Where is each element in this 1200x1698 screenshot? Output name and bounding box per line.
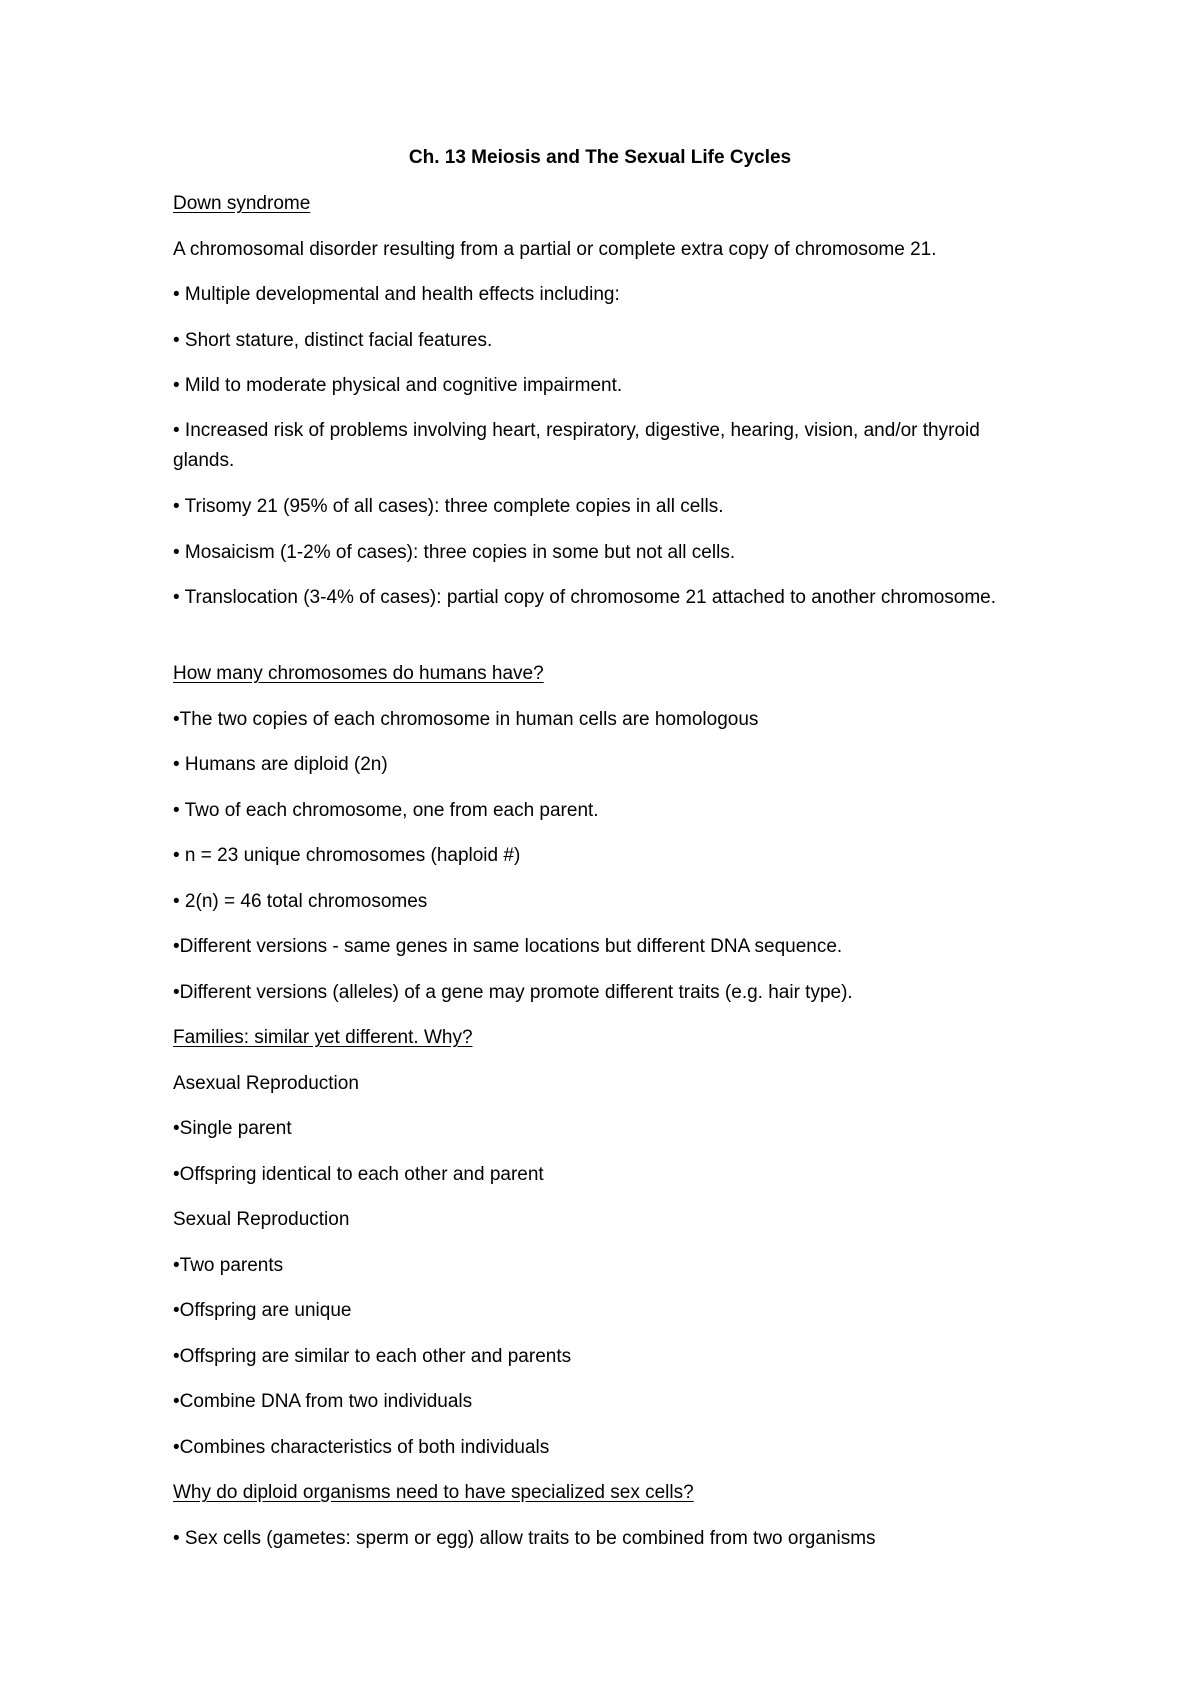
bullet-item: • Translocation (3-4% of cases): partial copy of chromosome 21 attached to another chromosome. [173,587,997,608]
bullet-item: • Multiple developmental and health effects including: [173,284,620,305]
bullet-item: •Different versions (alleles) of a gene may promote different traits (e.g. hair type). [173,982,853,1003]
bullet-item: •Different versions - same genes in same locations but different DNA sequence. [173,936,843,957]
bullet-item: • Mosaicism (1-2% of cases): three copies in some but not all cells. [173,542,736,563]
bullet-item: • Sex cells (gametes: sperm or egg) allow traits to be combined from two organisms [173,1528,876,1549]
subheading-sexual: Sexual Reproduction [173,1209,350,1230]
section-heading-chromosomes: How many chromosomes do humans have? [173,663,544,684]
bullet-item: •The two copies of each chromosome in human cells are homologous [173,709,759,730]
bullet-item: • Mild to moderate physical and cognitive impairment. [173,375,623,396]
bullet-item: •Single parent [173,1118,292,1139]
section-heading-families: Families: similar yet different. Why? [173,1027,473,1048]
section-heading-sex-cells: Why do diploid organisms need to have specialized sex cells? [173,1482,694,1503]
bullet-item: • Humans are diploid (2n) [173,754,388,775]
bullet-item: • Two of each chromosome, one from each parent. [173,800,599,821]
bullet-item: •Combines characteristics of both individuals [173,1437,550,1458]
bullet-item: •Offspring identical to each other and parent [173,1164,544,1185]
bullet-item: • Trisomy 21 (95% of all cases): three complete copies in all cells. [173,496,724,517]
bullet-item: •Two parents [173,1255,284,1276]
definition-text: A chromosomal disorder resulting from a partial or complete extra copy of chromosome 21. [173,239,937,260]
bullet-item: •Combine DNA from two individuals [173,1391,473,1412]
bullet-item: • n = 23 unique chromosomes (haploid #) [173,845,521,866]
bullet-item: • 2(n) = 46 total chromosomes [173,891,428,912]
bullet-item: •Offspring are unique [173,1300,352,1321]
bullet-item: •Offspring are similar to each other and parents [173,1346,572,1367]
subheading-asexual: Asexual Reproduction [173,1073,359,1094]
section-heading-down-syndrome: Down syndrome [173,193,311,214]
document-title: Ch. 13 Meiosis and The Sexual Life Cycles [408,147,792,168]
bullet-item: • Short stature, distinct facial features. [173,330,493,351]
bullet-item: • Increased risk of problems involving heart, respiratory, digestive, hearing, vision, and/or thyroid glands. [173,420,980,471]
